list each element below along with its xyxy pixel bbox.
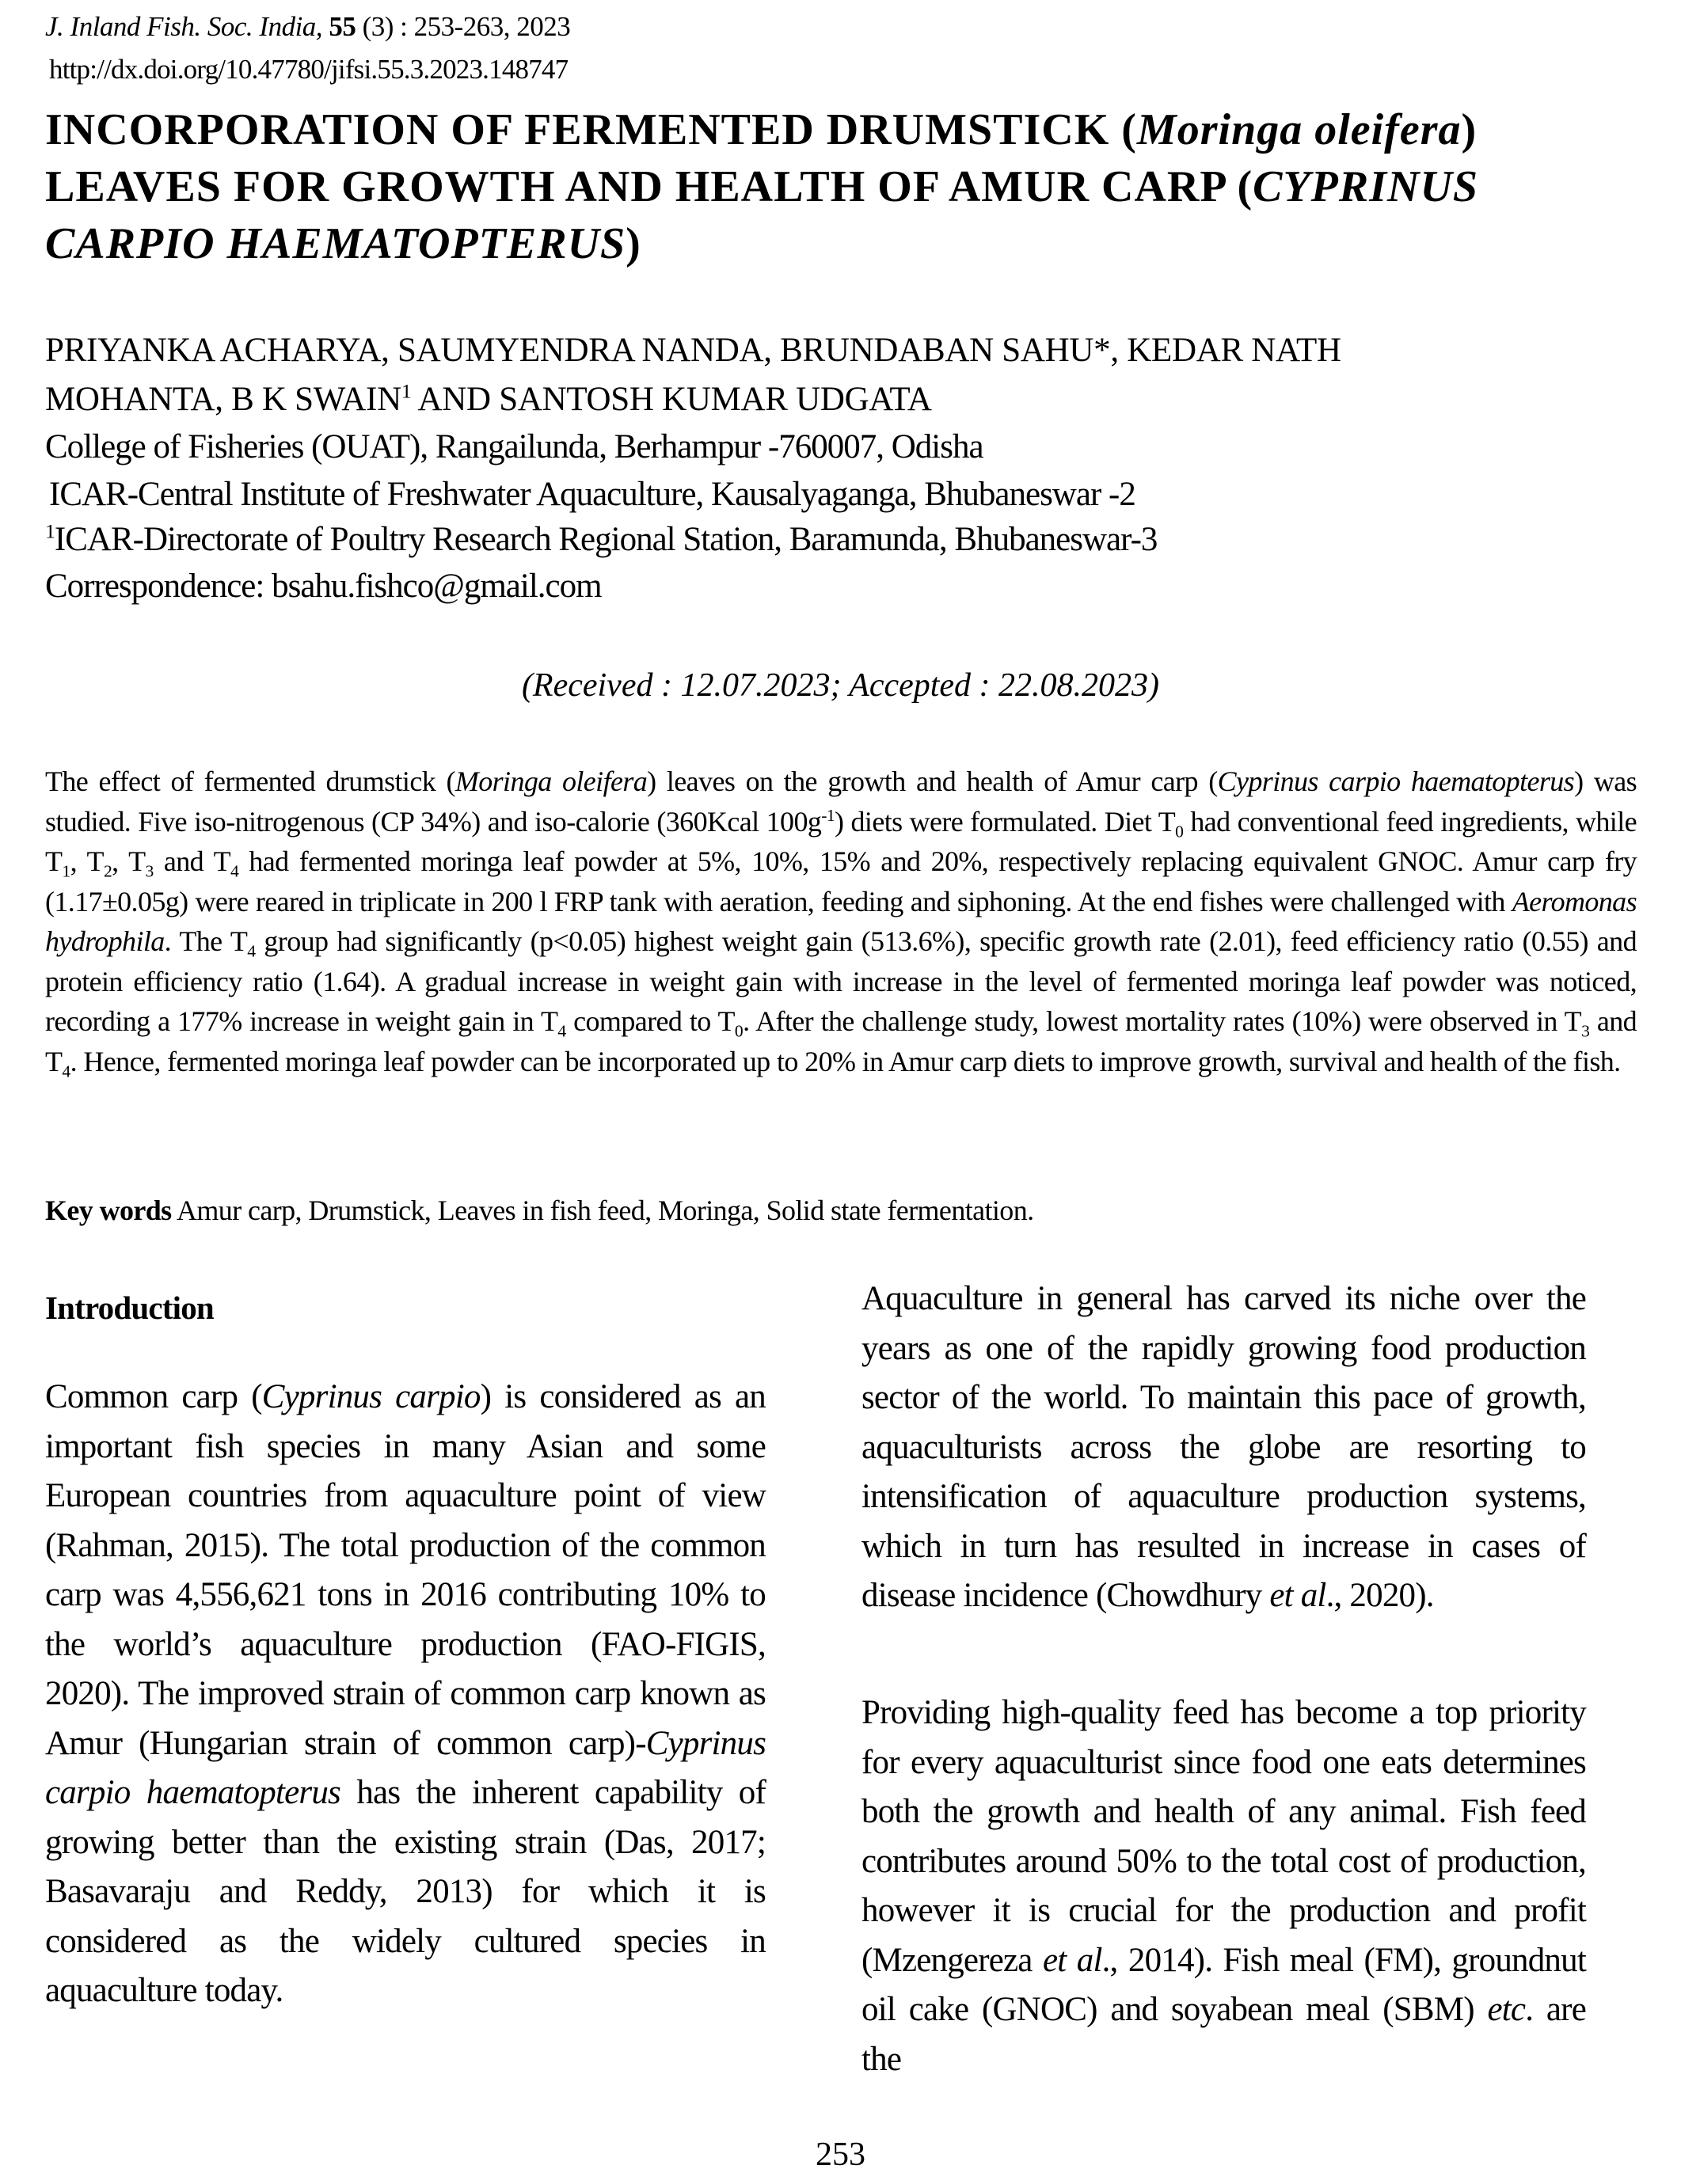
subscript: 4: [557, 1021, 566, 1041]
intro-paragraph-left: [45, 1373, 766, 2016]
species-name: Cyprinus carpio haematopterus: [45, 1724, 766, 1811]
abstract-text: , T: [112, 845, 146, 877]
affiliation-1: College of Fisheries (OUAT), Rangailunda, Berhampur -760007, Odisha: [45, 428, 983, 465]
intro-paragraph-right-1: [861, 1274, 1586, 1621]
paragraph-text: Common carp (: [45, 1378, 262, 1415]
paragraph-text: Providing high-quality feed has become a top priority for every aquaculturist since food one eats determines both the growth and health of any animal. Fish feed contributes around 50% to the total cost of production, however it is crucial for the production and profit (Mzengereza: [861, 1694, 1586, 1979]
author-text: MOHANTA, B K SWAIN: [45, 381, 401, 418]
subscript: 4: [230, 861, 239, 881]
journal-name: J. Inland Fish. Soc. India,: [45, 11, 323, 42]
paragraph-text: ., 2020).: [1325, 1577, 1434, 1614]
subscript: 0: [1175, 822, 1184, 841]
received-accepted-dates: (Received : 12.07.2023; Accepted : 22.08.2023): [521, 667, 1160, 704]
species-name: Moringa oleifera: [454, 765, 648, 797]
keywords: [45, 1194, 1034, 1227]
title-species: CYPRINUS CARPIO HAEMATOPTERUS: [45, 162, 1479, 268]
abstract-text: had conventional feed ingredients, while T: [45, 805, 1637, 877]
author-list: [45, 326, 1637, 424]
paper-title: [45, 101, 1637, 272]
doi-link[interactable]: http://dx.doi.org/10.47780/jifsi.55.3.2023.148747: [49, 54, 569, 85]
affiliation-3: [45, 520, 1157, 559]
paragraph-text: . are the: [861, 1991, 1586, 2078]
abstract-text: , T: [70, 845, 104, 877]
species-name: Aeromonas hydrophila: [45, 885, 1637, 957]
journal-issue-pages: (3) : 253-263, 2023: [356, 11, 571, 42]
subscript: 0: [734, 1021, 744, 1041]
title-text: ) LEAVES FOR GROWTH AND HEALTH OF AMUR CARP (: [45, 105, 1478, 211]
abstract-text: The effect of fermented drumstick (: [45, 765, 455, 797]
title-species: Moringa oleifera: [1136, 105, 1462, 154]
abstract-text: . The T: [164, 925, 248, 957]
intro-paragraph-right-2: [861, 1688, 1586, 2084]
citation-etal: et al: [1042, 1941, 1102, 1979]
page-number: 253: [816, 2137, 865, 2173]
superscript: -1: [821, 805, 835, 825]
species-name: Cyprinus carpio: [261, 1378, 481, 1415]
abstract-text: compared to T: [565, 1005, 735, 1037]
section-heading-introduction: Introduction: [45, 1290, 214, 1326]
paragraph-text: ., 2014). Fish meal (FM), groundnut oil cake (GNOC) and soyabean meal (SBM): [861, 1941, 1586, 2028]
author-text: AND SANTOSH KUMAR UDGATA: [411, 381, 932, 418]
abstract-text: and T: [45, 1005, 1637, 1077]
abstract-text: had fermented moringa leaf powder at 5%, 10%, 15% and 20%, respectively replacing equivalent GNOC. Amur carp fry (1.17±0.05g) were reared in triplicate in 200 l FRP tank with aeration, feeding and siphoning. At the end fishes were challenged with: [45, 845, 1637, 917]
title-text: INCORPORATION OF FERMENTED DRUMSTICK (: [45, 105, 1137, 154]
abbrev-etc: etc: [1487, 1991, 1526, 2028]
journal-volume: 55: [329, 11, 356, 42]
affiliation-2: ICAR-Central Institute of Freshwater Aquaculture, Kausalyaganga, Bhubaneswar -2: [49, 476, 1135, 513]
subscript: 4: [247, 941, 256, 961]
correspondence: Correspondence: bsahu.fishco@gmail.com: [45, 568, 602, 605]
paragraph-text: Aquaculture in general has carved its niche over the years as one of the rapidly growing food production sector of the world. To maintain this pace of growth, aquaculturists across the globe are resorting to intensification of aquaculture production systems, which in turn has resulted in increase in cases of disease incidence (Chowdhury: [861, 1280, 1586, 1614]
journal-citation: [45, 11, 570, 43]
affiliation-marker: 1: [401, 379, 412, 403]
paragraph-text: ) is considered as an important fish species in many Asian and some European countries from aquaculture point of view (Rahman, 2015). The total production of the common carp was 4,556,621 tons in 2016 contributing 10% to the world’s aquaculture production (FAO-FIGIS, 2020). The improved strain of common carp known as Amur (Hungarian strain of common carp)-: [45, 1378, 766, 1762]
abstract-text: . After the challenge study, lowest mortality rates (10%) were observed in T: [743, 1005, 1582, 1037]
subscript: 1: [62, 861, 70, 881]
abstract-text: ) was studied. Five iso-nitrogenous (CP 34%) and iso-calorie (360Kcal 100g: [45, 765, 1637, 838]
paragraph-text: has the inherent capability of growing better than the existing strain (Das, 2017; Basavaraju and Reddy, 2013) for which it is considered as the widely cultured species in aquaculture today.: [45, 1774, 766, 2009]
species-name: Cyprinus carpio haematopterus: [1217, 765, 1575, 797]
author-line: PRIYANKA ACHARYA, SAUMYENDRA NANDA, BRUNDABAN SAHU*, KEDAR NATH: [45, 332, 1341, 369]
citation-etal: et al: [1269, 1577, 1326, 1614]
author-line: [45, 375, 1637, 424]
subscript: 3: [1581, 1021, 1590, 1041]
subscript: 3: [145, 861, 154, 881]
abstract-text: . Hence, fermented moringa leaf powder can be incorporated up to 20% in Amur carp diets to improve growth, survival and health of the fish.: [70, 1045, 1621, 1077]
abstract-text: ) diets were formulated. Diet T: [835, 805, 1176, 838]
subscript: 4: [62, 1062, 70, 1081]
affiliation-marker: 1: [45, 519, 55, 543]
abstract-text: group had significantly (p<0.05) highest weight gain (513.6%), specific growth rate (2.01), feed efficiency ratio (0.55) and protein efficiency ratio (1.64). A gradual increase in weight gain with increase in the level of fermented moringa leaf powder was noticed, recording a 177% increase in weight gain in T: [45, 925, 1637, 1037]
affiliation-text: ICAR-Directorate of Poultry Research Regional Station, Baramunda, Bhubaneswar-3: [54, 521, 1158, 558]
subscript: 2: [103, 861, 112, 881]
abstract-text: and T: [153, 845, 230, 877]
abstract-text: ) leaves on the growth and health of Amur carp (: [647, 765, 1218, 797]
keywords-text: Amur carp, Drumstick, Leaves in fish feed, Moringa, Solid state fermentation.: [171, 1195, 1034, 1226]
keywords-label: Key words: [45, 1195, 172, 1226]
title-text: ): [626, 219, 641, 268]
abstract: [45, 762, 1637, 1081]
